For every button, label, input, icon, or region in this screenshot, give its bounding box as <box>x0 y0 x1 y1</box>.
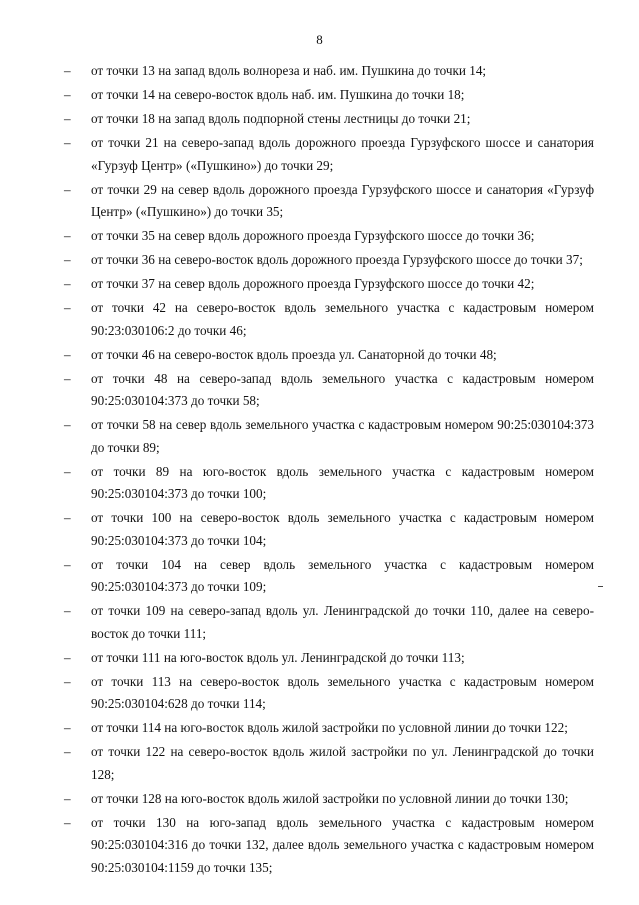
list-item <box>64 108 594 131</box>
list-item-text: от точки 104 на север вдоль земельного участка с кадастровым номером 90:25:030104:373 до точки 109; <box>91 556 594 594</box>
list-item <box>64 84 594 107</box>
list-item-text: от точки 35 на север вдоль дорожного проезда Гурзуфского шоссе до точки 36; <box>91 228 535 243</box>
list-dash: – <box>64 814 71 830</box>
list-item-text: от точки 37 на север вдоль дорожного проезда Гурзуфского шоссе до точки 42; <box>91 276 535 291</box>
list-dash: – <box>64 228 71 243</box>
list-item <box>64 179 594 224</box>
list-item-text: от точки 18 на запад вдоль подпорной стены лестницы до точки 21; <box>91 111 471 126</box>
list-dash: – <box>64 63 71 78</box>
list-item <box>64 507 594 552</box>
list-dash: – <box>64 510 71 525</box>
list-dash: – <box>64 744 71 759</box>
list-item <box>64 812 594 880</box>
list-dash: – <box>64 87 71 102</box>
list-dash: – <box>64 181 71 197</box>
list-dash: – <box>64 252 71 267</box>
list-item <box>64 788 594 811</box>
list-item-text: от точки 36 на северо-восток вдоль дорожного проезда Гурзуфского шоссе до точки 37; <box>91 252 583 267</box>
page-number: 8 <box>316 32 323 47</box>
list-dash: – <box>64 790 71 806</box>
list-item <box>64 414 594 459</box>
list-dash: – <box>64 649 71 665</box>
list-item <box>64 344 594 367</box>
list-item <box>64 297 594 342</box>
list-item-text: от точки 122 на северо-восток вдоль жилой застройки по ул. Ленинградской до точки 128; <box>91 744 594 782</box>
list-item <box>64 717 594 740</box>
list-item-text: от точки 46 на северо-восток вдоль проезда ул. Санаторной до точки 48; <box>91 346 497 362</box>
list-item-text: от точки 48 на северо-запад вдоль земельного участка с кадастровым номером 90:25:030104:373 до точки 58; <box>91 370 594 408</box>
list-dash: – <box>64 370 71 386</box>
list-dash: – <box>64 276 71 291</box>
list-item <box>64 368 594 413</box>
list-item <box>64 647 594 670</box>
list-item-text: от точки 130 на юго-запад вдоль земельного участка с кадастровым номером 90:25:030104:316 до точки 132, далее вдоль земельного участка с кадастровым номером 90:25:030104:1159 до точки 135; <box>91 814 594 875</box>
list-dash: – <box>64 603 71 618</box>
list-item-text: от точки 128 на юго-восток вдоль жилой застройки по условной линии до точки 130; <box>91 790 569 806</box>
list-item <box>64 273 594 296</box>
list-dash: – <box>64 720 71 735</box>
list-item-text: от точки 113 на северо-восток вдоль земельного участка с кадастровым номером 90:25:030104:628 до точки 114; <box>91 673 594 711</box>
list-item <box>64 554 594 599</box>
list-item-text: от точки 111 на юго-восток вдоль ул. Ленинградской до точки 113; <box>91 649 465 665</box>
list-item <box>64 249 594 272</box>
list-item-text: от точки 89 на юго-восток вдоль земельного участка с кадастровым номером 90:25:030104:373 до точки 100; <box>91 463 594 501</box>
list-dash: – <box>64 417 71 432</box>
list-item-text: от точки 21 на северо-запад вдоль дорожного проезда Гурзуфского шоссе и санатория «Гурзуф Центр» («Пушкино») до точки 29; <box>91 135 594 173</box>
list-item <box>64 671 594 716</box>
list-item <box>64 741 594 786</box>
scan-mark <box>598 586 603 587</box>
list-item-text: от точки 58 на север вдоль земельного участка с кадастровым номером 90:25:030104:373 до точки 89; <box>91 417 594 455</box>
list-dash: – <box>64 556 71 572</box>
list-item-text: от точки 42 на северо-восток вдоль земельного участка с кадастровым номером 90:23:030106:2 до точки 46; <box>91 300 594 338</box>
list-item <box>64 60 594 83</box>
list-item-text: от точки 109 на северо-запад вдоль ул. Ленинградской до точки 110, далее на северо-восток до точки 111; <box>91 603 594 641</box>
list-item-text: от точки 13 на запад вдоль волнореза и наб. им. Пушкина до точки 14; <box>91 63 487 78</box>
list-dash: – <box>64 111 71 126</box>
list-item-text: от точки 100 на северо-восток вдоль земельного участка с кадастровым номером 90:25:030104:373 до точки 104; <box>91 510 594 548</box>
list-dash: – <box>64 463 71 479</box>
list-item <box>64 600 594 645</box>
list-item-text: от точки 114 на юго-восток вдоль жилой застройки по условной линии до точки 122; <box>91 720 568 735</box>
list-item-text: от точки 29 на север вдоль дорожного проезда Гурзуфского шоссе и санатория «Гурзуф Центр» («Пушкино») до точки 35; <box>91 181 594 219</box>
list-dash: – <box>64 673 71 689</box>
boundary-description-list <box>64 60 594 881</box>
list-dash: – <box>64 135 71 150</box>
list-item <box>64 132 594 177</box>
list-item-text: от точки 14 на северо-восток вдоль наб. им. Пушкина до точки 18; <box>91 87 465 102</box>
list-item <box>64 225 594 248</box>
list-dash: – <box>64 346 71 362</box>
list-dash: – <box>64 300 71 315</box>
list-item <box>64 461 594 506</box>
